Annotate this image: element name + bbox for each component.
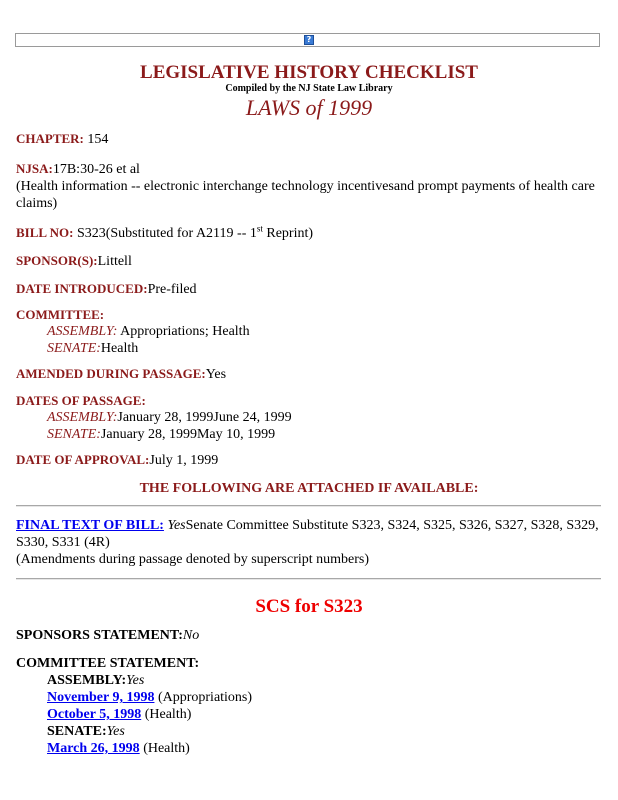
sponsors-row xyxy=(16,252,602,270)
sponsors-statement-value: No xyxy=(182,628,200,643)
scs-heading: SCS for S323 xyxy=(255,596,363,617)
amended-value: Yes xyxy=(205,367,227,382)
divider xyxy=(16,505,601,507)
passage-assembly-value: January 28, 1999June 24, 1999 xyxy=(117,410,292,425)
statement-note: (Appropriations) xyxy=(154,690,253,705)
chapter-row xyxy=(16,130,602,148)
final-text-value: Senate Committee Substitute S323, S324, S325, S326, S327, S328, S329, S330, S331 (4R) xyxy=(16,518,599,550)
list-item xyxy=(47,689,602,706)
committee-label: COMMITTEE: xyxy=(16,307,105,322)
committee-assembly-value: Appropriations; Health xyxy=(117,324,250,339)
laws-year: LAWS of 1999 xyxy=(245,95,373,120)
committee-statement-section xyxy=(16,655,602,757)
statement-link[interactable]: November 9, 1998 xyxy=(47,690,155,705)
passage-senate-value: January 28, 1999May 10, 1999 xyxy=(100,427,276,442)
final-text-note: (Amendments during passage denoted by superscript numbers) xyxy=(16,552,370,567)
bill-sup: st xyxy=(256,223,263,234)
date-of-approval-row xyxy=(16,451,602,469)
njsa-description: (Health information -- electronic interchange technology incentivesand prompt payments of health care claims) xyxy=(16,179,595,211)
passage-assembly-label: ASSEMBLY: xyxy=(47,410,118,425)
statement-link[interactable]: March 26, 1998 xyxy=(47,741,140,756)
bill-value: S323(Substituted for A2119 -- 1 xyxy=(73,226,257,241)
attached-heading: THE FOLLOWING ARE ATTACHED IF AVAILABLE: xyxy=(139,481,479,496)
date-introduced-label: DATE INTRODUCED: xyxy=(16,281,148,296)
chapter-value: 154 xyxy=(83,132,109,147)
statement-note: (Health) xyxy=(141,707,192,722)
njsa-label: NJSA: xyxy=(16,161,53,176)
date-of-approval-label: DATE OF APPROVAL: xyxy=(16,452,150,467)
amended-label: AMENDED DURING PASSAGE: xyxy=(16,366,206,381)
date-of-approval-value: July 1, 1999 xyxy=(149,453,219,468)
statement-link[interactable]: October 5, 1998 xyxy=(47,707,142,722)
chapter-label: CHAPTER: xyxy=(16,131,84,146)
bill-label: BILL NO: xyxy=(16,225,74,240)
passage-senate-label: SENATE: xyxy=(47,427,101,442)
divider xyxy=(16,578,601,580)
committee-senate-value: Health xyxy=(100,341,139,356)
dates-of-passage-label: DATES OF PASSAGE: xyxy=(16,393,146,408)
final-text-yes: Yes xyxy=(167,518,186,533)
committee-senate-label: SENATE: xyxy=(47,341,101,356)
statement-note: (Health) xyxy=(139,741,190,756)
sponsors-label: SPONSOR(S): xyxy=(16,253,98,268)
question-icon[interactable]: ? xyxy=(304,35,314,45)
date-introduced-row xyxy=(16,280,602,298)
list-item xyxy=(47,740,602,757)
compiled-by: Compiled by the NJ State Law Library xyxy=(225,83,393,94)
final-text-section xyxy=(16,517,602,568)
cs-senate-label: SENATE: xyxy=(47,724,107,739)
bill-value-end: Reprint) xyxy=(262,226,314,241)
cs-senate-value: Yes xyxy=(106,724,125,739)
amended-row xyxy=(16,365,602,383)
committee-assembly-label: ASSEMBLY: xyxy=(47,324,118,339)
committee-statement-label: COMMITTEE STATEMENT: xyxy=(16,656,200,671)
njsa-row xyxy=(16,160,602,212)
bill-row xyxy=(16,224,602,242)
cs-assembly-label: ASSEMBLY: xyxy=(47,673,127,688)
top-toolbar xyxy=(15,33,600,47)
date-introduced-value: Pre-filed xyxy=(147,282,197,297)
sponsors-statement-label: SPONSORS STATEMENT: xyxy=(16,628,183,643)
final-text-link[interactable]: FINAL TEXT OF BILL: xyxy=(16,518,164,533)
cs-assembly-value: Yes xyxy=(126,673,145,688)
list-item xyxy=(47,706,602,723)
sponsors-value: Littell xyxy=(97,254,132,269)
dates-of-passage-section xyxy=(16,392,602,443)
sponsors-statement-row xyxy=(16,627,602,644)
committee-section xyxy=(16,306,602,357)
page-title: LEGISLATIVE HISTORY CHECKLIST xyxy=(140,62,478,83)
njsa-value: 17B:30-26 et al xyxy=(52,162,140,177)
